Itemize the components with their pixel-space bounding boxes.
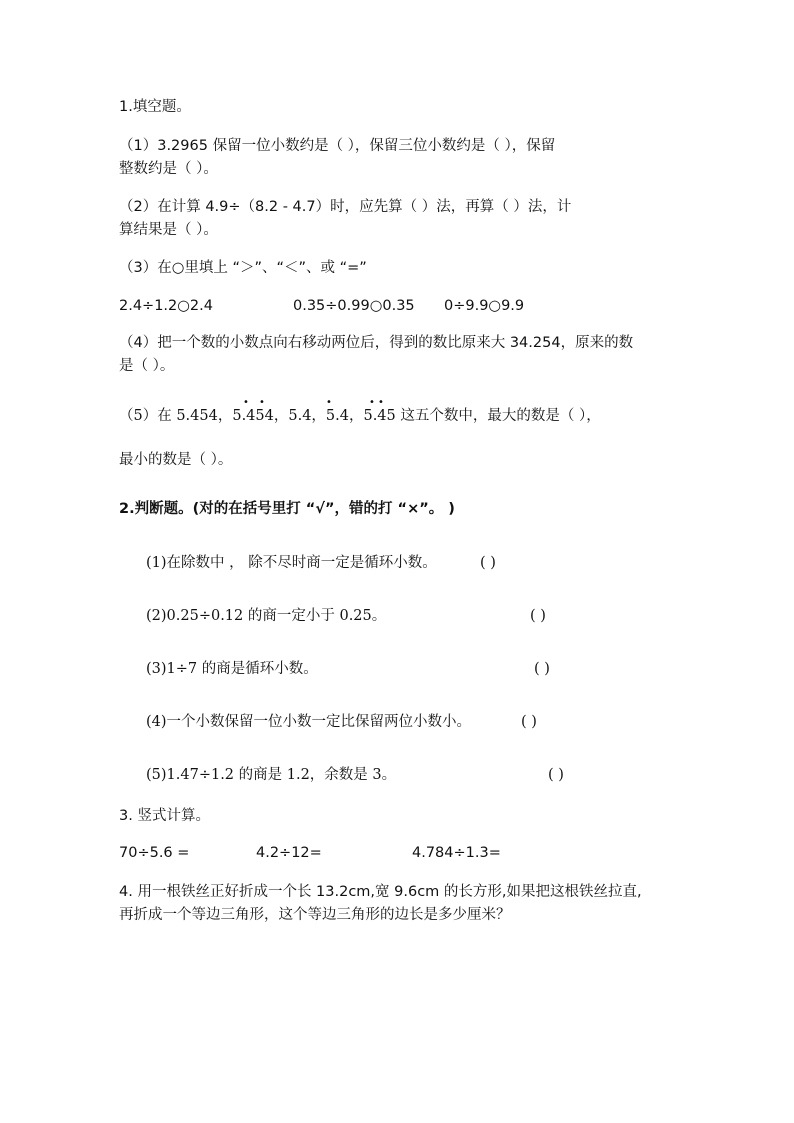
question-1-3: （3）在○里填上 “＞”、“＜”、或 “=” <box>119 260 367 276</box>
question-1-4-line1: （4）把一个数的小数点向右移动两位后，得到的数比原来大 34.254，原来的数 <box>119 335 634 351</box>
section-4-line1: 4. 用一根铁丝正好折成一个长 13.2cm,宽 9.6cm 的长方形,如果把这根铁丝拉直, <box>119 884 642 900</box>
question-1-5-line1: （5）在 5.454，5.454，5.4，5.4，5.45 这五个数中，最大的数是（ ）， <box>119 408 601 424</box>
question-1-1-line2: 整数约是（ ）。 <box>119 161 218 177</box>
judgment-bracket-1: ( ) <box>480 555 496 571</box>
judgment-item-3: (3)1÷7 的商是循环小数。 <box>146 661 318 677</box>
judgment-item-2: (2)0.25÷0.12 的商一定小于 0.25。 <box>146 608 387 624</box>
question-1-2-line1: （2）在计算 4.9÷（8.2 - 4.7）时，应先算（ ）法，再算（ ）法，计 <box>119 199 572 215</box>
calculation-item-1: 70÷5.6 = <box>119 845 190 861</box>
calculation-item-3: 4.784÷1.3= <box>412 845 501 861</box>
repeat-dot: • <box>369 397 375 408</box>
judgment-item-1: (1)在除数中 ， 除不尽时商一定是循环小数。 <box>146 555 437 571</box>
judgment-item-4: (4)一个小数保留一位小数一定比保留两位小数小。 <box>146 714 472 730</box>
repeat-dot: • <box>326 397 332 408</box>
comparison-item-2: 0.35÷0.99○0.35 <box>293 298 415 314</box>
judgment-bracket-2: ( ) <box>530 608 546 624</box>
repeat-dot: • <box>259 397 265 408</box>
question-1-1-line1: （1）3.2965 保留一位小数约是（ ），保留三位小数约是（ ），保留 <box>119 138 556 154</box>
repeat-dot: • <box>243 397 249 408</box>
judgment-item-5: (5)1.47÷1.2 的商是 1.2，余数是 3。 <box>146 767 397 783</box>
section-3-title: 3. 竖式计算。 <box>119 808 210 824</box>
section-2-title: 2.判断题。(对的在括号里打 “√”，错的打 “×”。 ) <box>119 501 455 517</box>
comparison-item-1: 2.4÷1.2○2.4 <box>119 298 213 314</box>
comparison-item-3: 0÷9.9○9.9 <box>444 298 525 314</box>
question-1-4-line2: 是（ ）。 <box>119 358 175 374</box>
section-4-line2: 再折成一个等边三角形，这个等边三角形的边长是多少厘米？ <box>119 907 511 923</box>
section-1-title: 1.填空题。 <box>119 99 191 115</box>
question-1-5-line2: 最小的数是（ ）。 <box>119 452 233 468</box>
repeat-dot: • <box>378 397 384 408</box>
judgment-bracket-3: ( ) <box>534 661 550 677</box>
judgment-bracket-5: ( ) <box>548 767 564 783</box>
calculation-item-2: 4.2÷12= <box>256 845 322 861</box>
judgment-bracket-4: ( ) <box>521 714 537 730</box>
question-1-2-line2: 算结果是（ ）。 <box>119 222 218 238</box>
